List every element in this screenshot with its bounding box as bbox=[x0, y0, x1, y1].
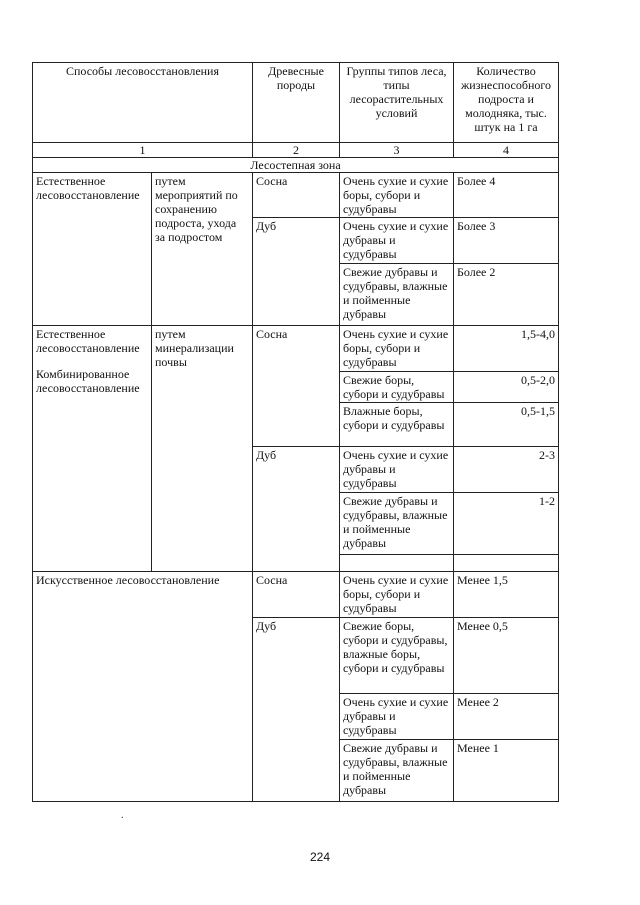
zone-title: Лесостепная зона bbox=[33, 158, 559, 173]
conditions-cell: Очень сухие и сухие дубравы и судубравы bbox=[340, 694, 454, 740]
header-row bbox=[33, 63, 559, 143]
zone-row bbox=[33, 158, 559, 173]
way-cell: путем мероприятий по сохранению подроста, ухода за подростом bbox=[152, 173, 253, 326]
conditions-cell: Очень сухие и сухие боры, субори и судубравы bbox=[340, 326, 454, 372]
table-row bbox=[33, 326, 559, 372]
conditions-cell: Свежие боры, субори и судубравы bbox=[340, 372, 454, 403]
method-cell: Естественное лесовосстановление bbox=[33, 173, 152, 326]
species-cell: Дуб bbox=[253, 618, 340, 802]
forest-restoration-table bbox=[32, 62, 559, 802]
conditions-cell: Очень сухие и сухие боры, субори и судубравы bbox=[340, 173, 454, 218]
method-natural: Естественное лесовосстановление bbox=[36, 327, 140, 355]
amount-cell: Более 3 bbox=[454, 218, 559, 264]
species-cell: Дуб bbox=[253, 447, 340, 572]
header-methods: Способы лесовосстановления bbox=[33, 63, 253, 143]
conditions-cell-empty bbox=[340, 555, 454, 572]
stray-dot: . bbox=[121, 810, 124, 821]
method-combined: Комбинированное лесовосстановление bbox=[36, 367, 140, 395]
species-cell: Сосна bbox=[253, 326, 340, 447]
amount-cell: 1-2 bbox=[454, 493, 559, 555]
conditions-cell: Свежие дубравы и судубравы, влажные и пойменные дубравы bbox=[340, 264, 454, 326]
table-row bbox=[33, 173, 559, 218]
conditions-cell: Очень сухие и сухие дубравы и судубравы bbox=[340, 218, 454, 264]
species-cell: Сосна bbox=[253, 572, 340, 618]
conditions-cell: Свежие дубравы и судубравы, влажные и пойменные дубравы bbox=[340, 493, 454, 555]
conditions-cell: Свежие дубравы и судубравы, влажные и пойменные дубравы bbox=[340, 740, 454, 802]
species-cell: Сосна bbox=[253, 173, 340, 218]
conditions-cell: Очень сухие и сухие дубравы и судубравы bbox=[340, 447, 454, 493]
amount-cell-empty bbox=[454, 555, 559, 572]
amount-cell: 2-3 bbox=[454, 447, 559, 493]
conditions-cell: Влажные боры, субори и судубравы bbox=[340, 403, 454, 447]
conditions-cell: Очень сухие и сухие боры, субори и судубравы bbox=[340, 572, 454, 618]
way-cell: путем минерализации почвы bbox=[152, 326, 253, 572]
header-amount: Количество жизнеспособного подроста и молодняка, тыс. штук на 1 га bbox=[454, 63, 559, 143]
header-conditions: Группы типов леса, типы лесорастительных условий bbox=[340, 63, 454, 143]
col-number-1: 1 bbox=[33, 143, 253, 158]
col-number-4: 4 bbox=[454, 143, 559, 158]
col-number-2: 2 bbox=[253, 143, 340, 158]
amount-cell: Менее 2 bbox=[454, 694, 559, 740]
amount-cell: 0,5-1,5 bbox=[454, 403, 559, 447]
amount-cell: Менее 0,5 bbox=[454, 618, 559, 694]
col-number-3: 3 bbox=[340, 143, 454, 158]
table-row bbox=[33, 572, 559, 618]
amount-cell: Менее 1,5 bbox=[454, 572, 559, 618]
amount-cell: 0,5-2,0 bbox=[454, 372, 559, 403]
amount-cell: Менее 1 bbox=[454, 740, 559, 802]
header-species: Древесные породы bbox=[253, 63, 340, 143]
species-cell: Дуб bbox=[253, 218, 340, 326]
method-cell: Искусственное лесовосстановление bbox=[33, 572, 253, 802]
amount-cell: Более 4 bbox=[454, 173, 559, 218]
conditions-cell: Свежие боры, субори и судубравы, влажные боры, субори и судубравы bbox=[340, 618, 454, 694]
page-number: 224 bbox=[309, 850, 331, 864]
amount-cell: Более 2 bbox=[454, 264, 559, 326]
method-cell bbox=[33, 326, 152, 572]
column-numbers-row bbox=[33, 143, 559, 158]
amount-cell: 1,5-4,0 bbox=[454, 326, 559, 372]
